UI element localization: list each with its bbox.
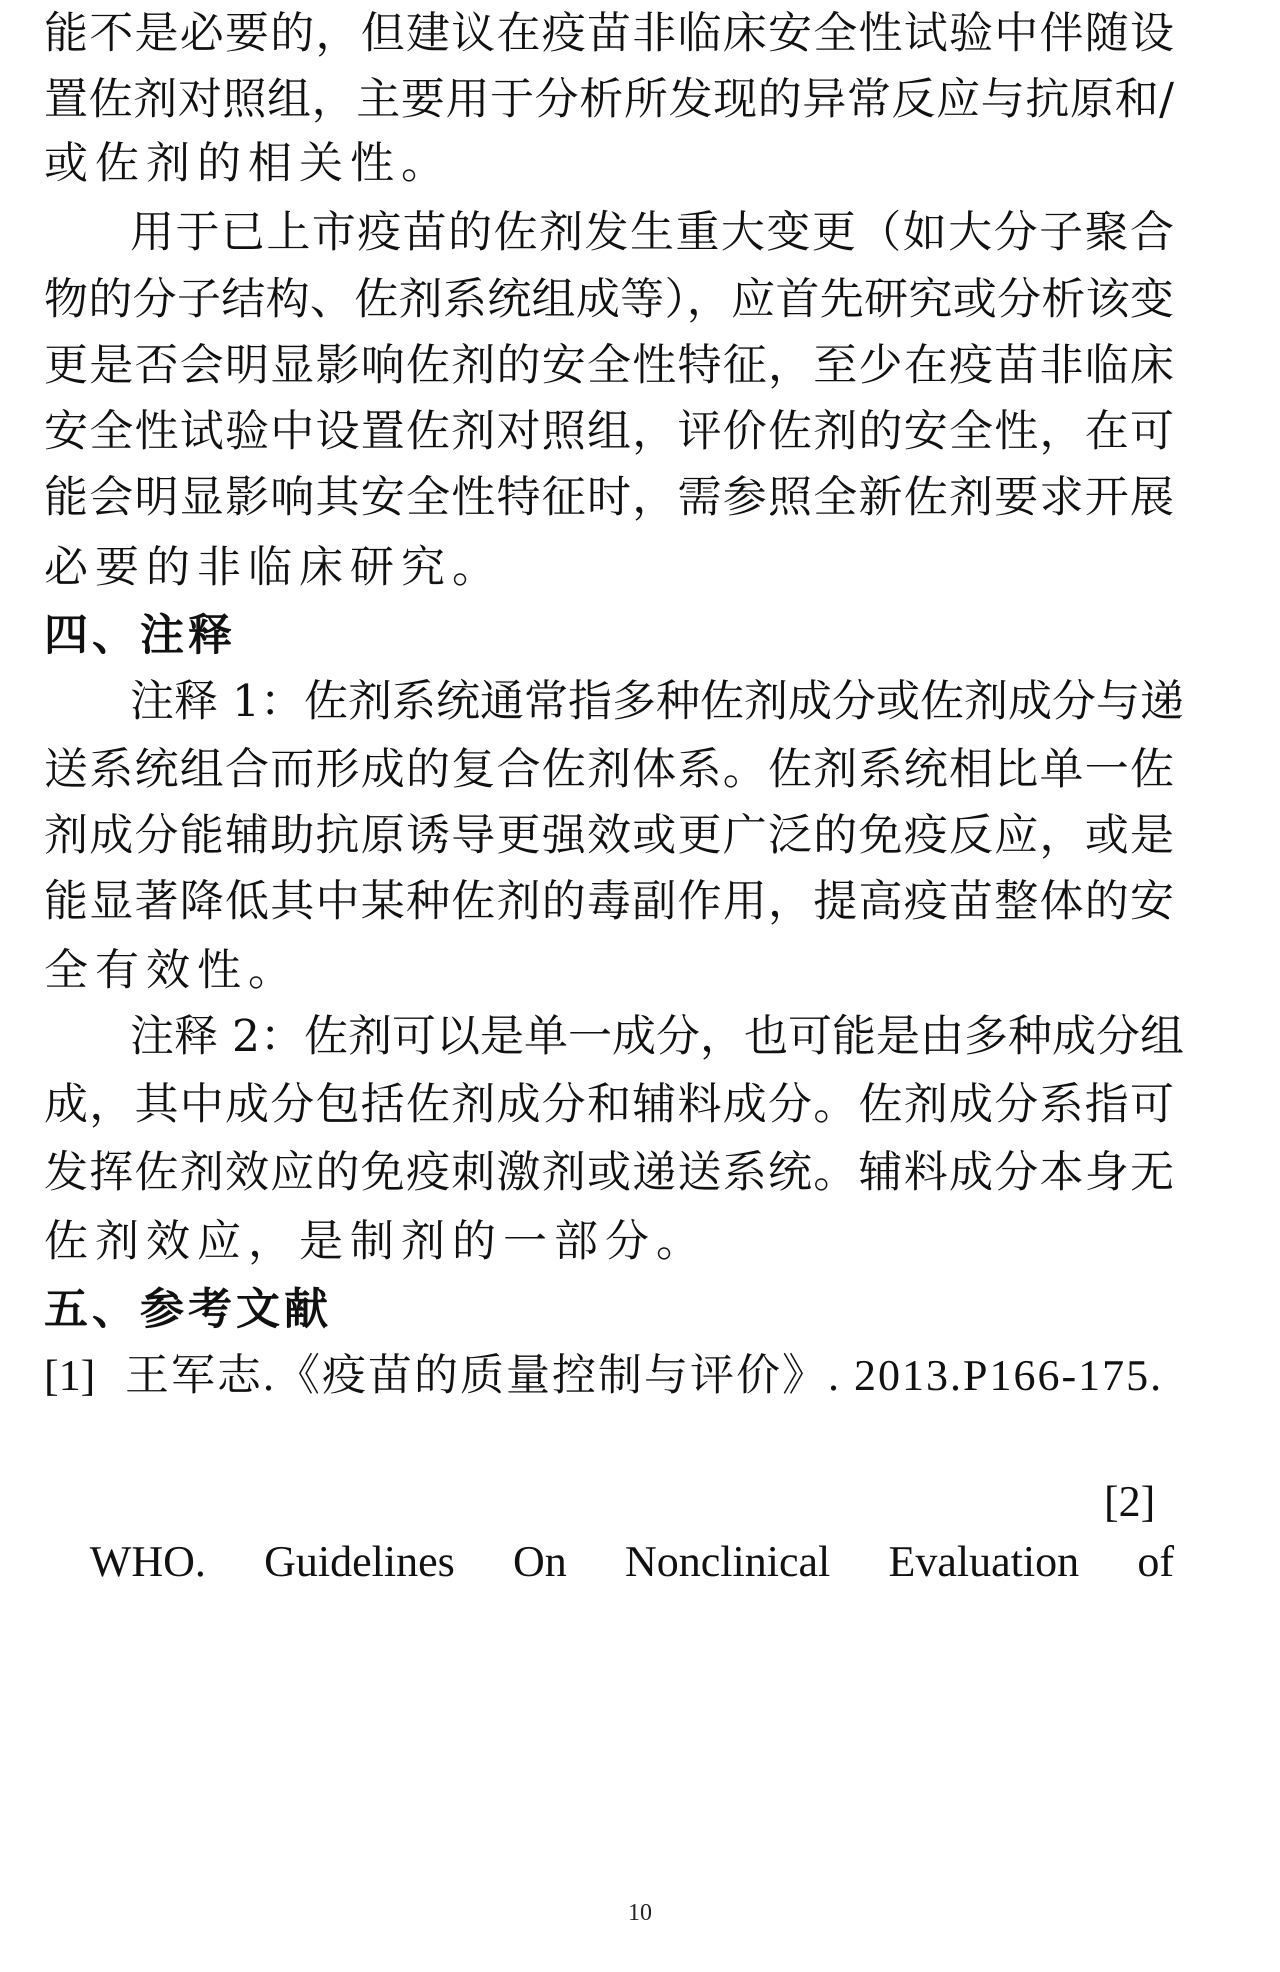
page-number: 10 [628, 1900, 652, 1926]
body-text-line: 更是否会明显影响佐剂的安全性特征，至少在疫苗非临床 [44, 340, 1174, 391]
body-text-line: 或佐剂的相关性。 [44, 138, 452, 189]
body-text-line: 置佐剂对照组，主要用于分析所发现的异常反应与抗原和/ [44, 74, 1174, 125]
body-text-line: 物的分子结构、佐剂系统组成等），应首先研究或分析该变 [44, 274, 1174, 325]
reference-label: [1] [44, 1351, 96, 1400]
section-heading-references: 五、参考文献 [44, 1284, 332, 1335]
note-1-line: 送系统组合而形成的复合佐剂体系。佐剂系统相比单一佐 [44, 744, 1174, 795]
body-text-line: 必要的非临床研究。 [44, 542, 503, 593]
note-1-line: 能显著降低其中某种佐剂的毒副作用，提高疫苗整体的安 [44, 876, 1174, 927]
body-text-line: 安全性试验中设置佐剂对照组，评价佐剂的安全性，在可 [44, 406, 1174, 457]
section-heading-notes: 四、注释 [44, 610, 236, 661]
reference-label: [2] [1104, 1477, 1156, 1526]
paragraph-start-line: 用于已上市疫苗的佐剂发生重大变更（如大分子聚合 [130, 207, 1174, 258]
note-2-line: 发挥佐剂效应的免疫刺激剂或递送系统。辅料成分本身无 [44, 1147, 1174, 1198]
note-1-line: 全有效性。 [44, 945, 299, 996]
reference-text: 王军志.《疫苗的质量控制与评价》. 2013.P166-175. [125, 1351, 1164, 1400]
note-1-line: 注释 1：佐剂系统通常指多种佐剂成分或佐剂成分与递 [130, 676, 1184, 727]
note-2-line: 佐剂效应，是制剂的一部分。 [44, 1216, 707, 1267]
note-2-line: 成，其中成分包括佐剂成分和辅料成分。佐剂成分系指可 [44, 1079, 1174, 1130]
body-text-line: 能会明显影响其安全性特征时，需参照全新佐剂要求开展 [44, 472, 1174, 523]
body-text-line: 能不是必要的，但建议在疫苗非临床安全性试验中伴随设 [44, 8, 1174, 59]
note-2-line: 注释 2：佐剂可以是单一成分，也可能是由多种成分组 [130, 1011, 1184, 1062]
reference-1 [44, 1346, 1163, 1406]
note-1-line: 剂成分能辅助抗原诱导更强效或更广泛的免疫反应，或是 [44, 810, 1174, 861]
reference-text: WHO. Guidelines On Nonclinical Evaluation of [89, 1537, 1174, 1586]
reference-2 [44, 1412, 1174, 1586]
